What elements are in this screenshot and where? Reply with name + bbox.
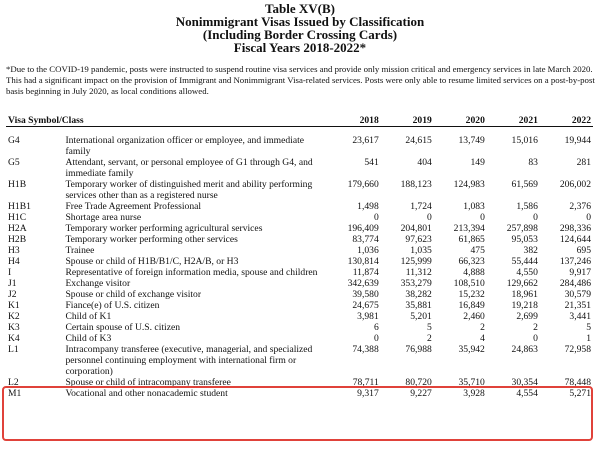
visa-symbol: J1	[8, 278, 17, 289]
table-row	[6, 267, 593, 278]
value-2022: 19,944	[564, 135, 591, 146]
value-2020: 1,083	[463, 201, 485, 212]
visa-description: Exchange visitor	[65, 278, 131, 289]
value-2021: 382	[523, 245, 538, 256]
value-2021: 4,550	[516, 267, 538, 278]
value-2021: 61,569	[511, 179, 538, 190]
value-2020: 2,460	[463, 311, 485, 322]
value-2020: 61,865	[458, 234, 485, 245]
value-2019: 97,623	[405, 234, 432, 245]
visa-symbol: H2B	[8, 234, 27, 245]
value-2019: 204,801	[400, 223, 432, 234]
value-2018: 9,317	[357, 388, 379, 399]
value-2018: 78,711	[352, 377, 379, 388]
value-2019: 9,227	[410, 388, 432, 399]
visa-symbol: H2A	[8, 223, 27, 234]
value-2019: 1,724	[410, 201, 432, 212]
table-row	[6, 377, 593, 388]
value-2018: 130,814	[347, 256, 379, 267]
visa-symbol: L2	[8, 377, 19, 388]
value-2018: 196,409	[347, 223, 379, 234]
value-2018: 24,675	[352, 300, 379, 311]
table-row	[6, 322, 593, 333]
value-2022: 1	[586, 333, 591, 344]
value-2022: 0	[586, 212, 591, 223]
table-header-row	[6, 114, 593, 127]
visa-description: Shortage area nurse	[65, 212, 142, 223]
value-2021: 1,586	[516, 201, 538, 212]
value-2020: 108,510	[453, 278, 485, 289]
value-2019: 1,035	[410, 245, 432, 256]
value-2020: 149	[470, 157, 485, 168]
value-2020: 475	[470, 245, 485, 256]
value-2021: 24,863	[511, 344, 538, 355]
visa-symbol: H1C	[8, 212, 27, 223]
value-2019: 76,988	[405, 344, 432, 355]
value-2020: 66,323	[458, 256, 485, 267]
value-2022: 2,376	[569, 201, 591, 212]
value-2019: 2	[427, 333, 432, 344]
table-row	[6, 333, 593, 344]
value-2019: 38,282	[405, 289, 432, 300]
value-2021: 30,354	[511, 377, 538, 388]
visa-symbol: L1	[8, 344, 19, 355]
value-2020: 13,749	[458, 135, 485, 146]
value-2022: 21,351	[564, 300, 591, 311]
visa-description: Intracompany transferee (executive, managerial, and specialized personnel continuing employment with international firm or corporation)	[65, 344, 313, 377]
value-2018: 179,660	[347, 179, 379, 190]
value-2021: 2,699	[516, 311, 538, 322]
value-2020: 35,942	[458, 344, 485, 355]
value-2022: 298,336	[559, 223, 591, 234]
visa-description: Spouse or child of H1B/B1/C, H2A/B, or H3	[65, 256, 239, 267]
value-2020: 0	[480, 212, 485, 223]
value-2021: 95,053	[511, 234, 538, 245]
value-2018: 1,498	[357, 201, 379, 212]
value-2021: 18,961	[511, 289, 538, 300]
value-2018: 6	[373, 322, 379, 333]
value-2019: 5,201	[410, 311, 432, 322]
value-2019: 11,312	[405, 267, 432, 278]
visa-description: Temporary worker of distinguished merit and ability performing services other than as a registered nurse	[65, 179, 313, 201]
value-2019: 80,720	[405, 377, 432, 388]
value-2021: 55,444	[511, 256, 538, 267]
value-2021: 83	[528, 157, 538, 168]
value-2022: 9,917	[569, 267, 591, 278]
value-2020: 124,983	[453, 179, 485, 190]
visa-symbol: I	[8, 267, 12, 278]
value-2021: 0	[533, 212, 538, 223]
value-2018: 39,580	[352, 289, 379, 300]
value-2018: 541	[364, 157, 379, 168]
visa-symbol: H4	[8, 256, 20, 267]
visa-description: Free Trade Agreement Professional	[65, 201, 202, 212]
value-2020: 4	[480, 333, 485, 344]
visa-description: International organization officer or employee, and immediate family	[65, 135, 305, 157]
value-2019: 35,881	[405, 300, 432, 311]
value-2020: 213,394	[453, 223, 485, 234]
value-2018: 0	[373, 333, 379, 344]
visa-symbol: H1B1	[8, 201, 31, 212]
header-2022: 2022	[540, 114, 593, 127]
title-line-1: Table XV(B)	[265, 1, 335, 16]
value-2021: 2	[533, 322, 538, 333]
table-row	[6, 311, 593, 322]
value-2022: 281	[576, 157, 591, 168]
value-2019: 404	[417, 157, 432, 168]
table-row	[6, 127, 593, 158]
value-2022: 124,644	[559, 234, 591, 245]
visa-description: Temporary worker performing agricultural services	[65, 223, 263, 234]
value-2018: 1,036	[357, 245, 379, 256]
table-row	[6, 278, 593, 289]
value-2019: 188,123	[400, 179, 432, 190]
table-row	[6, 344, 593, 377]
visa-symbol: H3	[8, 245, 20, 256]
value-2022: 206,002	[559, 179, 591, 190]
visa-symbol: G5	[8, 157, 20, 168]
visa-description: Fiance(e) of U.S. citizen	[65, 300, 160, 311]
table-row	[6, 289, 593, 300]
value-2018: 342,639	[347, 278, 379, 289]
value-2019: 5	[427, 322, 432, 333]
table-row	[6, 223, 593, 234]
value-2020: 3,928	[463, 388, 485, 399]
visa-symbol: H1B	[8, 179, 27, 190]
header-2018: 2018	[328, 114, 381, 127]
value-2018: 3,981	[357, 311, 379, 322]
value-2020: 16,849	[458, 300, 485, 311]
visa-description: Spouse or child of exchange visitor	[65, 289, 202, 300]
value-2022: 5,271	[569, 388, 591, 399]
header-2019: 2019	[381, 114, 434, 127]
value-2020: 35,710	[458, 377, 485, 388]
title-line-2: Nonimmigrant Visas Issued by Classification	[175, 14, 425, 29]
value-2021: 257,898	[506, 223, 538, 234]
value-2022: 695	[576, 245, 591, 256]
visa-symbol: J2	[8, 289, 17, 300]
table-title	[0, 0, 600, 54]
value-2021: 129,662	[506, 278, 538, 289]
visa-symbol: K4	[8, 333, 20, 344]
visa-table	[6, 114, 593, 399]
value-2021: 4,554	[516, 388, 538, 399]
value-2018: 0	[373, 212, 379, 223]
value-2021: 0	[533, 333, 538, 344]
table-row	[6, 245, 593, 256]
value-2022: 72,958	[564, 344, 591, 355]
table-row	[6, 157, 593, 179]
value-2019: 0	[427, 212, 432, 223]
value-2020: 15,232	[458, 289, 485, 300]
value-2018: 74,388	[352, 344, 379, 355]
visa-description: Representative of foreign information media, spouse and children	[65, 267, 318, 278]
visa-symbol: K2	[8, 311, 20, 322]
value-2018: 11,874	[352, 267, 379, 278]
value-2018: 83,774	[352, 234, 379, 245]
visa-description: Child of K1	[65, 311, 112, 322]
table-row	[6, 234, 593, 245]
value-2021: 15,016	[511, 135, 538, 146]
value-2022: 137,246	[559, 256, 591, 267]
covid-footnote: *Due to the COVID-19 pandemic, posts were instructed to suspend routine visa services and provide only mission critical and emergency services in late March 2020. This had a significant impact on the provision of Immigrant and Nonimmigrant Visa-related services. Posts were only able to resume limited services on a post-by-post basis beginning in July 2020, as local conditions allowed.	[6, 64, 595, 96]
visa-symbol: K1	[8, 300, 20, 311]
table-row	[6, 300, 593, 311]
value-2019: 353,279	[400, 278, 432, 289]
value-2020: 4,888	[463, 267, 485, 278]
visa-symbol: K3	[8, 322, 20, 333]
value-2019: 24,615	[405, 135, 432, 146]
value-2018: 23,617	[352, 135, 379, 146]
visa-description: Vocational and other nonacademic student	[65, 388, 228, 399]
visa-symbol: M1	[8, 388, 22, 399]
value-2022: 30,579	[564, 289, 591, 300]
value-2021: 19,218	[511, 300, 538, 311]
value-2020: 2	[480, 322, 485, 333]
value-2022: 5	[586, 322, 591, 333]
value-2019: 125,999	[400, 256, 432, 267]
value-2022: 78,448	[564, 377, 591, 388]
header-2020: 2020	[434, 114, 487, 127]
title-line-3: (Including Border Crossing Cards)	[202, 27, 398, 42]
value-2022: 284,486	[559, 278, 591, 289]
visa-description: Spouse or child of intracompany transferee	[65, 377, 231, 388]
visa-description: Temporary worker performing other services	[65, 234, 238, 245]
visa-description: Trainee	[65, 245, 95, 256]
header-visa-class: Visa Symbol/Class	[6, 114, 328, 127]
visa-description: Child of K3	[65, 333, 112, 344]
table-row	[6, 388, 593, 399]
table-row	[6, 212, 593, 223]
visa-symbol: G4	[8, 135, 20, 146]
header-2021: 2021	[487, 114, 540, 127]
table-row	[6, 201, 593, 212]
table-row	[6, 179, 593, 201]
visa-description: Attendant, servant, or personal employee of G1 through G4, and immediate family	[65, 157, 313, 179]
table-row	[6, 256, 593, 267]
title-line-4: Fiscal Years 2018-2022*	[233, 40, 367, 55]
value-2022: 3,441	[569, 311, 591, 322]
visa-description: Certain spouse of U.S. citizen	[65, 322, 181, 333]
